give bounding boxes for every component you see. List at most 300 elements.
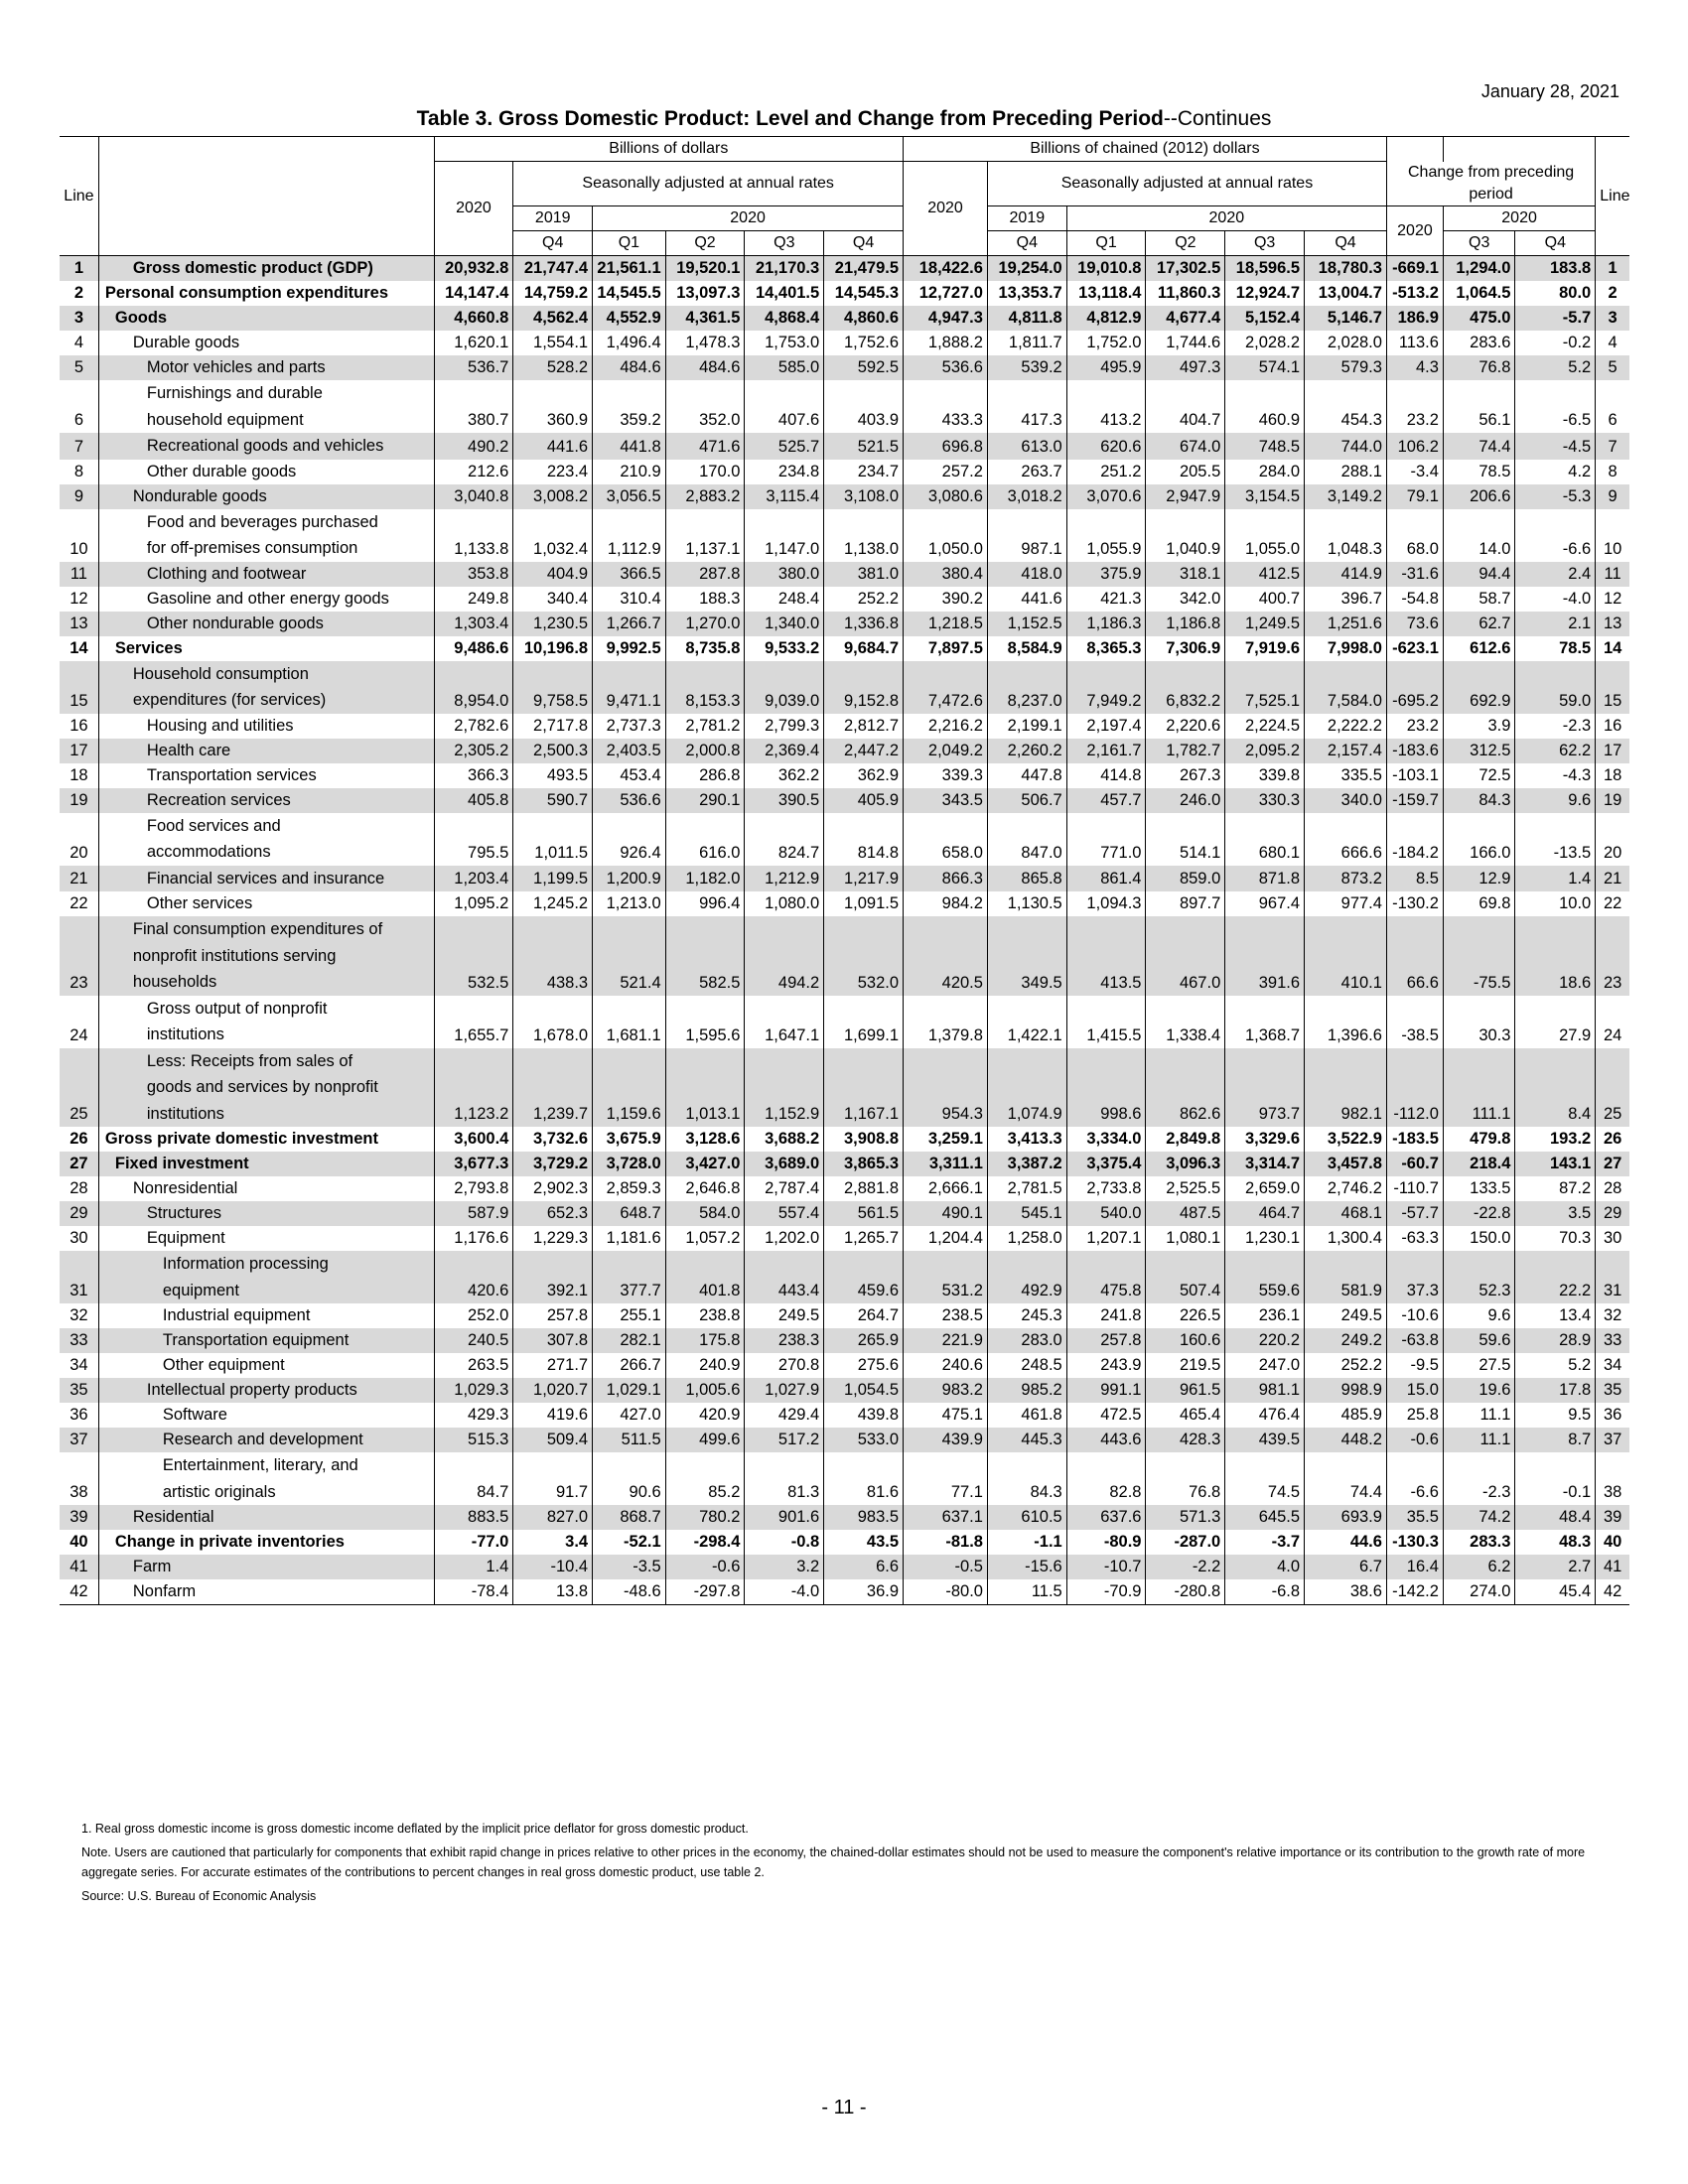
value-cell: 509.4 <box>513 1428 593 1452</box>
value-cell: 3,040.8 <box>434 484 513 509</box>
value-cell: 3.4 <box>513 1530 593 1555</box>
value-cell: 2,095.2 <box>1225 739 1305 763</box>
row-label: Gasoline and other energy goods <box>98 587 434 612</box>
value-cell: 342.0 <box>1146 587 1225 612</box>
value-cell: 27.5 <box>1443 1353 1515 1378</box>
line-number-right: 29 <box>1596 1201 1629 1226</box>
line-number-right: 32 <box>1596 1303 1629 1328</box>
value-cell: 1,752.0 <box>1066 331 1146 355</box>
value-cell: 2,717.8 <box>513 714 593 739</box>
row-label: Farm <box>98 1555 434 1579</box>
value-cell: 467.0 <box>1146 916 1225 996</box>
line-number: 32 <box>70 1306 88 1324</box>
value-cell: 2,000.8 <box>665 739 745 763</box>
value-cell: 861.4 <box>1066 866 1146 892</box>
value-cell: 13,118.4 <box>1066 281 1146 306</box>
value-cell: 366.5 <box>593 562 666 587</box>
value-cell: 206.6 <box>1443 484 1515 509</box>
value-cell: 390.5 <box>745 788 824 813</box>
value-cell: 545.1 <box>987 1201 1066 1226</box>
value-cell: 490.2 <box>434 433 513 460</box>
line-number: 34 <box>70 1356 88 1374</box>
value-cell: 1,496.4 <box>593 331 666 355</box>
year-2020-chained-q: 2020 <box>1066 206 1386 231</box>
value-cell: 6,832.2 <box>1146 661 1225 714</box>
value-cell: 824.7 <box>745 813 824 866</box>
line-number-right: 16 <box>1596 714 1629 739</box>
value-cell: 14,759.2 <box>513 281 593 306</box>
value-cell: 1,055.0 <box>1225 509 1305 562</box>
value-cell: 780.2 <box>665 1505 745 1530</box>
value-cell: -78.4 <box>434 1579 513 1605</box>
value-cell: -10.6 <box>1386 1303 1443 1328</box>
value-cell: 987.1 <box>987 509 1066 562</box>
value-cell: 539.2 <box>987 355 1066 380</box>
table-row <box>60 1403 1629 1428</box>
value-cell: 263.5 <box>434 1353 513 1378</box>
line-number: 42 <box>60 1579 98 1605</box>
value-cell: 2,782.6 <box>434 714 513 739</box>
value-cell: 1,032.4 <box>513 509 593 562</box>
value-cell: 2,157.4 <box>1305 739 1387 763</box>
value-cell: 284.0 <box>1225 460 1305 484</box>
value-cell: 18,780.3 <box>1305 256 1387 282</box>
value-cell: 1,091.5 <box>824 891 904 916</box>
value-cell: -0.6 <box>1386 1428 1443 1452</box>
value-cell: 249.5 <box>1305 1303 1387 1328</box>
value-cell: 3,259.1 <box>904 1127 988 1152</box>
value-cell: 2.4 <box>1515 562 1596 587</box>
value-cell: 525.7 <box>745 433 824 460</box>
value-cell: 205.5 <box>1146 460 1225 484</box>
table-row <box>60 1226 1629 1251</box>
value-cell: 528.2 <box>513 355 593 380</box>
row-label: Nondurable goods <box>98 484 434 509</box>
value-cell: -10.7 <box>1066 1555 1146 1579</box>
value-cell: 1,123.2 <box>434 1048 513 1128</box>
value-cell: 78.5 <box>1515 636 1596 661</box>
value-cell: 2,812.7 <box>824 714 904 739</box>
value-cell: 377.7 <box>593 1251 666 1303</box>
value-cell: 1,159.6 <box>593 1048 666 1128</box>
label-header <box>98 137 434 256</box>
value-cell: -6.6 <box>1515 509 1596 562</box>
value-cell: 1,152.9 <box>745 1048 824 1128</box>
value-cell: 21,561.1 <box>593 256 666 282</box>
value-cell: 290.1 <box>665 788 745 813</box>
value-cell: 4.2 <box>1515 460 1596 484</box>
value-cell: 674.0 <box>1146 433 1225 460</box>
value-cell: 2,787.4 <box>745 1176 824 1201</box>
value-cell: 1,218.5 <box>904 612 988 636</box>
value-cell: 1,181.6 <box>593 1226 666 1251</box>
value-cell: 283.3 <box>1443 1530 1515 1555</box>
value-cell: 36.9 <box>824 1579 904 1605</box>
value-cell: 3,080.6 <box>904 484 988 509</box>
value-cell: 692.9 <box>1443 661 1515 714</box>
value-cell: 531.2 <box>904 1251 988 1303</box>
value-cell: -183.5 <box>1386 1127 1443 1152</box>
value-cell: 506.7 <box>987 788 1066 813</box>
value-cell: 16.4 <box>1386 1555 1443 1579</box>
value-cell: 590.7 <box>513 788 593 813</box>
row-label: Personal consumption expenditures <box>98 281 434 306</box>
value-cell: 1,029.1 <box>593 1378 666 1403</box>
value-cell: 282.1 <box>593 1328 666 1353</box>
table-row <box>60 509 1629 562</box>
value-cell: 1,338.4 <box>1146 996 1225 1048</box>
value-cell: 514.1 <box>1146 813 1225 866</box>
value-cell: 585.0 <box>745 355 824 380</box>
value-cell: 9.6 <box>1443 1303 1515 1328</box>
col-q2: Q2 <box>665 231 745 256</box>
value-cell: 847.0 <box>987 813 1066 866</box>
value-cell: 12.9 <box>1443 866 1515 892</box>
line-number: 11 <box>60 562 98 587</box>
value-cell: 1,647.1 <box>745 996 824 1048</box>
value-cell: 441.6 <box>513 433 593 460</box>
value-cell: 744.0 <box>1305 433 1387 460</box>
seasonal-chained: Seasonally adjusted at annual rates <box>987 162 1386 206</box>
value-cell: 69.8 <box>1443 891 1515 916</box>
value-cell: 13,097.3 <box>665 281 745 306</box>
value-cell: 494.2 <box>745 916 824 996</box>
value-cell: 44.6 <box>1305 1530 1387 1555</box>
value-cell: -38.5 <box>1386 996 1443 1048</box>
value-cell: 66.6 <box>1386 916 1443 996</box>
billions-header: Billions of dollars <box>434 137 903 162</box>
value-cell: 532.5 <box>434 916 513 996</box>
value-cell: 2.1 <box>1515 612 1596 636</box>
value-cell: 954.3 <box>904 1048 988 1128</box>
table-row <box>60 1452 1629 1505</box>
value-cell: 2,799.3 <box>745 714 824 739</box>
value-cell: 438.3 <box>513 916 593 996</box>
value-cell: 413.2 <box>1066 380 1146 433</box>
line-number: 36 <box>70 1406 88 1424</box>
value-cell: 2,028.0 <box>1305 331 1387 355</box>
line-number: 38 <box>70 1483 88 1501</box>
value-cell: 2,737.3 <box>593 714 666 739</box>
table-row <box>60 813 1629 866</box>
value-cell: 693.9 <box>1305 1505 1387 1530</box>
value-cell: 996.4 <box>665 891 745 916</box>
value-cell: 1,133.8 <box>434 509 513 562</box>
line-number: 27 <box>60 1152 98 1176</box>
line-number-right: 14 <box>1596 636 1629 661</box>
line-number-right: 37 <box>1596 1428 1629 1452</box>
value-cell: 275.6 <box>824 1353 904 1378</box>
value-cell: -10.4 <box>513 1555 593 1579</box>
value-cell: 8,584.9 <box>987 636 1066 661</box>
row-label: Nonfarm <box>98 1579 434 1605</box>
line-number: 4 <box>73 334 84 351</box>
value-cell: 59.0 <box>1515 661 1596 714</box>
value-cell: 218.4 <box>1443 1152 1515 1176</box>
value-cell: 3,675.9 <box>593 1127 666 1152</box>
value-cell: 70.3 <box>1515 1226 1596 1251</box>
line-number: 3 <box>60 306 98 331</box>
value-cell: 1,027.9 <box>745 1378 824 1403</box>
value-cell: 392.1 <box>513 1251 593 1303</box>
value-cell: 2,781.2 <box>665 714 745 739</box>
col-q1: Q1 <box>593 231 666 256</box>
value-cell: 8.5 <box>1386 866 1443 892</box>
value-cell: 1,080.0 <box>745 891 824 916</box>
value-cell: 18.6 <box>1515 916 1596 996</box>
value-cell: 557.4 <box>745 1201 824 1226</box>
value-cell: 441.8 <box>593 433 666 460</box>
value-cell: 249.2 <box>1305 1328 1387 1353</box>
value-cell: 2,161.7 <box>1066 739 1146 763</box>
value-cell: 234.7 <box>824 460 904 484</box>
value-cell: 1,678.0 <box>513 996 593 1048</box>
value-cell: 283.6 <box>1443 331 1515 355</box>
table-row <box>60 661 1629 714</box>
value-cell: 3.2 <box>745 1555 824 1579</box>
value-cell: 1,782.7 <box>1146 739 1225 763</box>
value-cell: 2,500.3 <box>513 739 593 763</box>
value-cell: 150.0 <box>1443 1226 1515 1251</box>
value-cell: 2,224.5 <box>1225 714 1305 739</box>
value-cell: 985.2 <box>987 1378 1066 1403</box>
value-cell: -13.5 <box>1515 813 1596 866</box>
value-cell: 645.5 <box>1225 1505 1305 1530</box>
table-row <box>60 714 1629 739</box>
value-cell: 3,056.5 <box>593 484 666 509</box>
value-cell: 238.3 <box>745 1328 824 1353</box>
value-cell: 1,202.0 <box>745 1226 824 1251</box>
value-cell: 3,600.4 <box>434 1127 513 1152</box>
value-cell: 7,472.6 <box>904 661 988 714</box>
value-cell: -130.2 <box>1386 891 1443 916</box>
value-cell: 859.0 <box>1146 866 1225 892</box>
value-cell: -0.2 <box>1515 331 1596 355</box>
table-row <box>60 1505 1629 1530</box>
value-cell: 795.5 <box>434 813 513 866</box>
row-label: Furnishings and durable household equipment <box>98 380 434 433</box>
line-number: 1 <box>60 256 98 282</box>
value-cell: 9,486.6 <box>434 636 513 661</box>
value-cell: 507.4 <box>1146 1251 1225 1303</box>
value-cell: -77.0 <box>434 1530 513 1555</box>
value-cell: 497.3 <box>1146 355 1225 380</box>
value-cell: 339.8 <box>1225 763 1305 788</box>
value-cell: 476.4 <box>1225 1403 1305 1428</box>
value-cell: 3,732.6 <box>513 1127 593 1152</box>
value-cell: 78.5 <box>1443 460 1515 484</box>
value-cell: 420.6 <box>434 1251 513 1303</box>
table-row <box>60 1555 1629 1579</box>
value-cell: 3,387.2 <box>987 1152 1066 1176</box>
value-cell: 9,992.5 <box>593 636 666 661</box>
table-row <box>60 1378 1629 1403</box>
value-cell: 77.1 <box>904 1452 988 1505</box>
value-cell: 52.3 <box>1443 1251 1515 1303</box>
value-cell: 8,735.8 <box>665 636 745 661</box>
value-cell: -15.6 <box>987 1555 1066 1579</box>
year-2020-billions-q: 2020 <box>593 206 904 231</box>
value-cell: -0.1 <box>1515 1452 1596 1505</box>
value-cell: 9,758.5 <box>513 661 593 714</box>
value-cell: 246.0 <box>1146 788 1225 813</box>
value-cell: 1,055.9 <box>1066 509 1146 562</box>
table-row <box>60 1428 1629 1452</box>
line-number-right: 34 <box>1596 1353 1629 1378</box>
value-cell: 5,146.7 <box>1305 306 1387 331</box>
row-label: Gross domestic product (GDP) <box>98 256 434 282</box>
value-cell: 1,752.6 <box>824 331 904 355</box>
line-number: 6 <box>73 411 84 429</box>
line-number-right: 42 <box>1596 1579 1629 1605</box>
col-q3: Q3 <box>745 231 824 256</box>
line-number: 31 <box>60 1251 98 1303</box>
value-cell: 267.3 <box>1146 763 1225 788</box>
value-cell: 23.2 <box>1386 380 1443 433</box>
value-cell: 1,265.7 <box>824 1226 904 1251</box>
value-cell: 493.5 <box>513 763 593 788</box>
value-cell: 11,860.3 <box>1146 281 1225 306</box>
table-row <box>60 1176 1629 1201</box>
value-cell: 1,266.7 <box>593 612 666 636</box>
line-number-right: 10 <box>1596 509 1629 562</box>
value-cell: 571.3 <box>1146 1505 1225 1530</box>
line-number: 40 <box>70 1533 88 1551</box>
value-cell: 84.3 <box>987 1452 1066 1505</box>
table-row <box>60 1353 1629 1378</box>
value-cell: -3.4 <box>1386 460 1443 484</box>
line-number: 25 <box>60 1048 98 1128</box>
value-cell: 3,677.3 <box>434 1152 513 1176</box>
row-label: Less: Receipts from sales of goods and services by nonprofit institutions <box>98 1048 434 1128</box>
value-cell: 240.9 <box>665 1353 745 1378</box>
table-row <box>60 1328 1629 1353</box>
value-cell: 4,811.8 <box>987 306 1066 331</box>
value-cell: 1,029.3 <box>434 1378 513 1403</box>
row-label: Household consumption expenditures (for services) <box>98 661 434 714</box>
row-label: Entertainment, literary, and artistic originals <box>98 1452 434 1505</box>
value-cell: 271.7 <box>513 1353 593 1378</box>
line-number-right: 22 <box>1596 891 1629 916</box>
line-number: 22 <box>70 894 88 912</box>
value-cell: 1,186.8 <box>1146 612 1225 636</box>
value-cell: 143.1 <box>1515 1152 1596 1176</box>
value-cell: 9,039.0 <box>745 661 824 714</box>
value-cell: 9,684.7 <box>824 636 904 661</box>
row-label: Information processing equipment <box>98 1251 434 1303</box>
value-cell: 1,595.6 <box>665 996 745 1048</box>
col-q3-change: Q3 <box>1443 231 1515 256</box>
value-cell: 3,149.2 <box>1305 484 1387 509</box>
value-cell: 400.7 <box>1225 587 1305 612</box>
value-cell: 468.1 <box>1305 1201 1387 1226</box>
value-cell: -4.3 <box>1515 763 1596 788</box>
line-number: 17 <box>60 739 98 763</box>
value-cell: 453.4 <box>593 763 666 788</box>
value-cell: 1,249.5 <box>1225 612 1305 636</box>
value-cell: 238.5 <box>904 1303 988 1328</box>
value-cell: 11.5 <box>987 1579 1066 1605</box>
line-number: 7 <box>60 433 98 460</box>
value-cell: 1,245.2 <box>513 891 593 916</box>
value-cell: 3,522.9 <box>1305 1127 1387 1152</box>
value-cell: 1,230.5 <box>513 612 593 636</box>
row-label: Other services <box>98 891 434 916</box>
value-cell: 2,666.1 <box>904 1176 988 1201</box>
value-cell: 517.2 <box>745 1428 824 1452</box>
value-cell: -31.6 <box>1386 562 1443 587</box>
value-cell: -2.3 <box>1443 1452 1515 1505</box>
value-cell: 2,902.3 <box>513 1176 593 1201</box>
value-cell: 7,919.6 <box>1225 636 1305 661</box>
value-cell: 1,212.9 <box>745 866 824 892</box>
value-cell: 1,699.1 <box>824 996 904 1048</box>
value-cell: 2,849.8 <box>1146 1127 1225 1152</box>
value-cell: -110.7 <box>1386 1176 1443 1201</box>
value-cell: -623.1 <box>1386 636 1443 661</box>
table-row <box>60 1579 1629 1605</box>
value-cell: 405.9 <box>824 788 904 813</box>
value-cell: 612.6 <box>1443 636 1515 661</box>
value-cell: 243.9 <box>1066 1353 1146 1378</box>
value-cell: 1,239.7 <box>513 1048 593 1128</box>
value-cell: 536.6 <box>593 788 666 813</box>
value-cell: -287.0 <box>1146 1530 1225 1555</box>
value-cell: 212.6 <box>434 460 513 484</box>
value-cell: 536.7 <box>434 355 513 380</box>
value-cell: 74.5 <box>1225 1452 1305 1505</box>
value-cell: 14,545.3 <box>824 281 904 306</box>
value-cell: 113.6 <box>1386 331 1443 355</box>
value-cell: -6.6 <box>1386 1452 1443 1505</box>
value-cell: 1,336.8 <box>824 612 904 636</box>
value-cell: 25.8 <box>1386 1403 1443 1428</box>
value-cell: 1,217.9 <box>824 866 904 892</box>
value-cell: 4,562.4 <box>513 306 593 331</box>
value-cell: 419.6 <box>513 1403 593 1428</box>
row-label: Research and development <box>98 1428 434 1452</box>
value-cell: -3.7 <box>1225 1530 1305 1555</box>
value-cell: 648.7 <box>593 1201 666 1226</box>
line-number: 20 <box>70 843 88 862</box>
value-cell: 380.0 <box>745 562 824 587</box>
value-cell: 484.6 <box>593 355 666 380</box>
value-cell: 2,305.2 <box>434 739 513 763</box>
value-cell: 240.6 <box>904 1353 988 1378</box>
line-number: 41 <box>60 1555 98 1579</box>
value-cell: 366.3 <box>434 763 513 788</box>
value-cell: 353.8 <box>434 562 513 587</box>
value-cell: 17,302.5 <box>1146 256 1225 282</box>
value-cell: -81.8 <box>904 1530 988 1555</box>
value-cell: -297.8 <box>665 1579 745 1605</box>
value-cell: 532.0 <box>824 916 904 996</box>
value-cell: 248.5 <box>987 1353 1066 1378</box>
value-cell: 1,230.1 <box>1225 1226 1305 1251</box>
value-cell: -5.7 <box>1515 306 1596 331</box>
value-cell: 871.8 <box>1225 866 1305 892</box>
col-q1-chained: Q1 <box>1066 231 1146 256</box>
value-cell: 862.6 <box>1146 1048 1225 1128</box>
value-cell: 8,365.3 <box>1066 636 1146 661</box>
value-cell: 340.4 <box>513 587 593 612</box>
value-cell: 429.4 <box>745 1403 824 1428</box>
value-cell: 265.9 <box>824 1328 904 1353</box>
value-cell: -5.3 <box>1515 484 1596 509</box>
value-cell: 68.0 <box>1386 509 1443 562</box>
value-cell: 445.3 <box>987 1428 1066 1452</box>
value-cell: 866.3 <box>904 866 988 892</box>
